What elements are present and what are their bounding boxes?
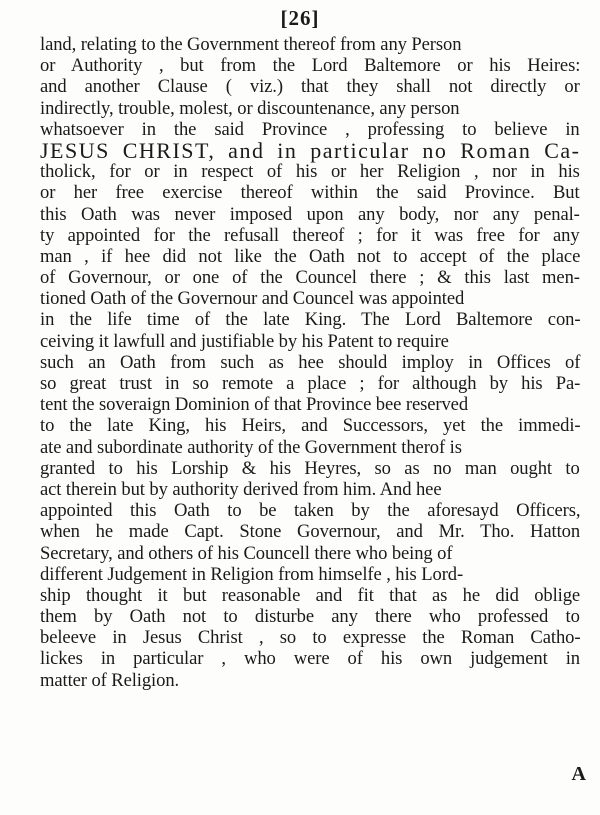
text-line: to the late King, his Heirs, and Successors, yet the immedi- [40, 415, 581, 437]
text-line: beleeve in Jesus Christ , so to expresse the Roman Catho- [40, 627, 581, 649]
text-line: tent the soveraign Dominion of that Province bee reserved [40, 394, 469, 416]
text-line: act therein but by authority derived from him. And hee [40, 478, 442, 500]
text-line: granted to his Lorship & his Heyres, so as no man ought to [40, 457, 580, 479]
page-number: [26] [280, 6, 320, 30]
text-line: in the life time of the late King. The Lord Baltemore con- [40, 309, 581, 331]
text-line: matter of Religion. [40, 669, 180, 691]
text-line: tioned Oath of the Governour and Councel was appointed [40, 288, 465, 310]
text-line: man , if hee did not like the Oath not to accept of the place [40, 245, 581, 267]
text-line: whatsoever in the said Province , professing to believe in [40, 118, 580, 140]
text-line: land, relating to the Government thereof from any Person [40, 34, 462, 55]
text-line: of Governour, or one of the Councel there ; & this last men- [40, 267, 580, 289]
text-line: and another Clause ( viz.) that they shall not directly or [40, 76, 580, 98]
text-line: different Judgement in Religion from himselfe , his Lord- [40, 563, 464, 585]
text-line: or Authority , but from the Lord Baltemore or his Heires: [40, 55, 581, 77]
text-line: when he made Capt. Stone Governour, and Mr. Tho. Hatton [40, 521, 581, 543]
text-line: lickes in particular , who were of his own judgement in [40, 648, 581, 670]
text-line: this Oath was never imposed upon any body, nor any penal- [40, 203, 580, 225]
body-text [40, 34, 580, 691]
text-line: so great trust in so remote a place ; for although by his Pa- [40, 373, 581, 394]
text-line: ty appointed for the refusall thereof ; for it was free for any [40, 224, 580, 246]
text-line: ate and subordinate authority of the Government therof is [40, 436, 462, 458]
text-line: ship thought it but reasonable and fit that as he did oblige [40, 584, 581, 606]
text-line: ceiving it lawfull and justifiable by his Patent to require [40, 330, 449, 352]
text-line: Secretary, and others of his Councell there who being of [40, 542, 453, 564]
text-line: or her free exercise thereof within the said Province. But [40, 182, 580, 204]
text-line: tholick, for or in respect of his or her Religion , nor in his [40, 161, 580, 183]
text-line: such an Oath from such as hee should imploy in Offices of [40, 351, 581, 373]
text-line: appointed this Oath to be taken by the aforesayd Officers, [40, 500, 581, 522]
text-line: JESUS CHRIST, and in particular no Roman Ca- [40, 137, 581, 163]
catchword: A [571, 763, 586, 785]
text-line: them by Oath not to disturbe any there who professed to [40, 606, 580, 628]
text-line: indirectly, trouble, molest, or discountenance, any person [40, 97, 460, 119]
